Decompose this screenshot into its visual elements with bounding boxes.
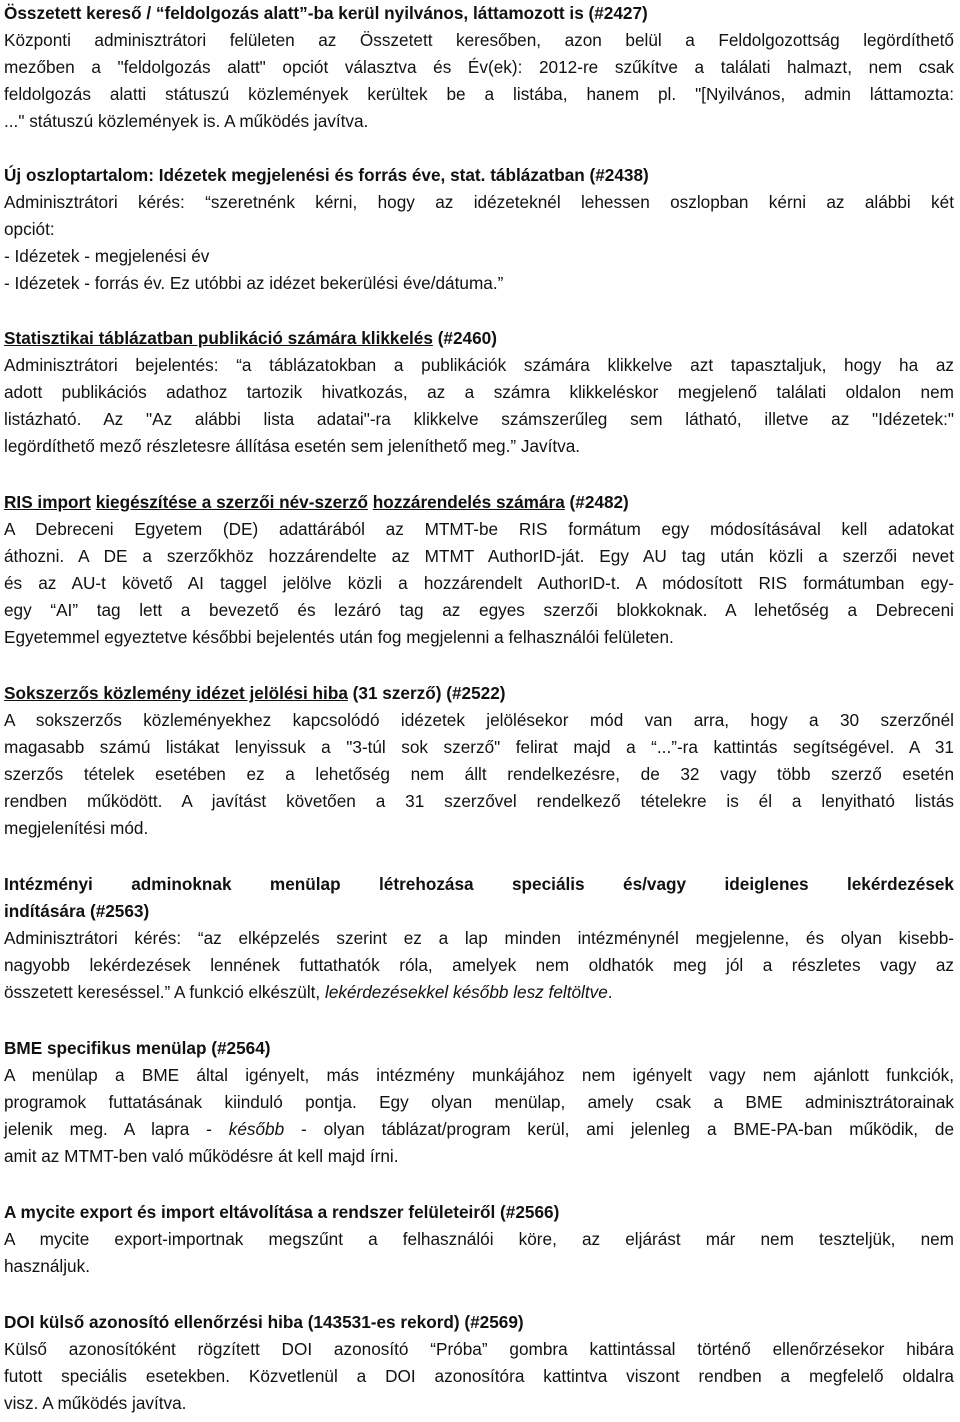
body-text: . xyxy=(607,982,613,1002)
section-2566 xyxy=(4,1199,954,1280)
section-2482 xyxy=(4,489,954,651)
body-line: és az AU-t követő AI taggel jelölve közli a hozzárendelt AuthorID-t. A módosított RIS formátumban egy- xyxy=(4,573,954,593)
body-line: használjuk. xyxy=(4,1256,90,1276)
section-2569 xyxy=(4,1309,954,1417)
title-ticket: (31 szerző) (#2522) xyxy=(347,683,506,703)
title-link-text: Sokszerzős közlemény idézet jelölési hiba xyxy=(4,683,348,703)
section-title: A mycite export és import eltávolítása a rendszer felületeiről (#2566) xyxy=(4,1202,560,1222)
body-line xyxy=(4,1116,954,1143)
body-line: nagyobb lekérdezések lennének futtathatók róla, amelyek nem oldhatók meg jól a részletes vagy az xyxy=(4,955,954,975)
title-part: RIS import xyxy=(4,492,91,512)
italic-text: lekérdezésekkel később lesz feltöltve xyxy=(320,982,608,1002)
body-line: szerzős tételek esetében ez a lehetőség nem állt rendelkezésre, de 32 vagy több szerző esetén xyxy=(4,764,954,784)
body-line: legördíthető mező részletesre állítása esetén sem jeleníthető meg.” Javítva. xyxy=(4,436,581,456)
body-line: mezőben a "feldolgozás alatt" opciót választva és Év(ek): 2012-re szűkítve a találati halmazt, nem csak xyxy=(4,57,954,77)
body-text: összetett kereséssel.” A funkció elkészült, xyxy=(4,982,321,1002)
body-line: Adminisztrátori kérés: “az elképzelés szerint ez a lap minden intézménynél megjelenne, és olyan kisebb- xyxy=(4,928,954,948)
section-title xyxy=(4,680,954,707)
body-line: A Debreceni Egyetem (DE) adattárából az MTMT-be RIS formátum egy módosításával kell adatokat xyxy=(4,519,954,539)
body-line xyxy=(4,979,954,1006)
title-ticket: (#2460) xyxy=(432,328,497,348)
section-title xyxy=(4,325,954,352)
body-line: A sokszerzős közleményekhez kapcsolódó idézetek jelölésekor mód van arra, hogy a 30 szerzőnél xyxy=(4,710,954,730)
section-2427 xyxy=(4,0,954,135)
body-line: adott publikációs adathoz tartozik hivatkozás, az a számra klikkeléskor megjelenő találati oldalon nem xyxy=(4,382,954,402)
body-line: áthozni. A DE a szerzőkhöz hozzárendelte az MTMT AuthorID-ját. Egy AU tag után közli a szerzői nevet xyxy=(4,546,954,566)
body-line: - Idézetek - forrás év. Ez utóbbi az idézet bekerülési éve/dátuma.” xyxy=(4,273,504,293)
title-part: hozzárendelés számára xyxy=(372,492,565,512)
body-line: - Idézetek - megjelenési év xyxy=(4,246,210,266)
title-part: kiegészítése a szerzői név-szerző xyxy=(95,492,368,512)
section-2564 xyxy=(4,1035,954,1170)
body-line: amit az MTMT-ben való működésre át kell majd írni. xyxy=(4,1146,399,1166)
body-line: opciót: xyxy=(4,219,55,239)
body-line: ..." státuszú közlemények is. A működés javítva. xyxy=(4,111,369,131)
body-line: magasabb számú listákat lenyissuk a "3-túl sok szerző" felirat majd a “...”-ra kattintás segítségével. A 31 xyxy=(4,737,954,757)
section-title: BME specifikus menülap (#2564) xyxy=(4,1038,271,1058)
body-text: jelenik meg. A lapra - xyxy=(4,1119,212,1139)
body-line: feldolgozás alatti státuszú közlemények kerültek be a listába, hanem pl. "[Nyilvános, admin láttamozta: xyxy=(4,84,954,104)
body-line: programok futtatásának kiinduló pontja. Egy olyan menülap, amely csak a BME adminisztrátorainak xyxy=(4,1092,954,1112)
body-line: rendben működött. A javítást követően a 31 szerzővel rendelkező tételekre is él a lenyitható listás xyxy=(4,791,954,811)
body-line: egy “AI” tag lett a bevezető és lezáró tag az egyes szerzői blokkoknak. A lehetőség a Debreceni xyxy=(4,600,954,620)
body-text: - olyan táblázat/program kerül, ami jelenleg a BME-PA-ban működik, de xyxy=(284,1119,955,1139)
section-2522 xyxy=(4,680,954,842)
body-line: Külső azonosítóként rögzített DOI azonosító “Próba” gombra kattintással történő ellenőrzésekor hibára xyxy=(4,1339,954,1359)
body-line: megjelenítési mód. xyxy=(4,818,149,838)
body-line: A mycite export-importnak megszűnt a felhasználói köre, az eljárást már nem teszteljük, nem xyxy=(4,1229,954,1249)
body-line: Adminisztrátori kérés: “szeretnénk kérni, hogy az idézeteknél lehessen oszlopban kérni az alábbi két xyxy=(4,192,954,212)
body-line: futott speciális esetekben. Közvetlenül a DOI azonosítóra kattintva viszont rendben a megfelelő oldalra xyxy=(4,1366,954,1386)
body-line: listázható. Az "Az alábbi lista adatai"-ra klikkelve számszerűleg sem látható, illetve az "Idézetek:" xyxy=(4,409,954,429)
section-2438 xyxy=(4,162,954,297)
title-link-text: Statisztikai táblázatban publikáció számára klikkelés xyxy=(4,328,433,348)
body-line: visz. A működés javítva. xyxy=(4,1393,187,1413)
section-title: Összetett kereső / “feldolgozás alatt”-ba kerül nyilvános, láttamozott is (#2427) xyxy=(4,3,648,23)
section-title: DOI külső azonosító ellenőrzési hiba (143531-es rekord) (#2569) xyxy=(4,1312,524,1332)
section-title: Intézményi adminoknak menülap létrehozása speciális és/vagy ideiglenes lekérdezések xyxy=(4,874,954,894)
body-line: A menülap a BME által igényelt, más intézmény munkájához nem igényelt vagy nem ajánlott funkciók, xyxy=(4,1065,954,1085)
body-line: Központi adminisztrátori felületen az Összetett keresőben, azon belül a Feldolgozottság legördíthető xyxy=(4,30,954,50)
body-line: Adminisztrátori bejelentés: “a táblázatokban a publikációk számára klikkelve azt tapasztaljuk, hogy ha az xyxy=(4,355,954,375)
section-2563 xyxy=(4,871,954,1006)
body-line: Egyetemmel egyeztetve későbbi bejelentés után fog megjelenni a felhasználói felületen. xyxy=(4,627,674,647)
title-ticket: (#2482) xyxy=(564,492,629,512)
section-title xyxy=(4,489,954,516)
italic-text: később xyxy=(211,1119,285,1139)
section-2460 xyxy=(4,325,954,460)
section-title-cont: indítására (#2563) xyxy=(4,901,150,921)
section-title: Új oszloptartalom: Idézetek megjelenési és forrás éve, stat. táblázatban (#2438) xyxy=(4,165,649,185)
